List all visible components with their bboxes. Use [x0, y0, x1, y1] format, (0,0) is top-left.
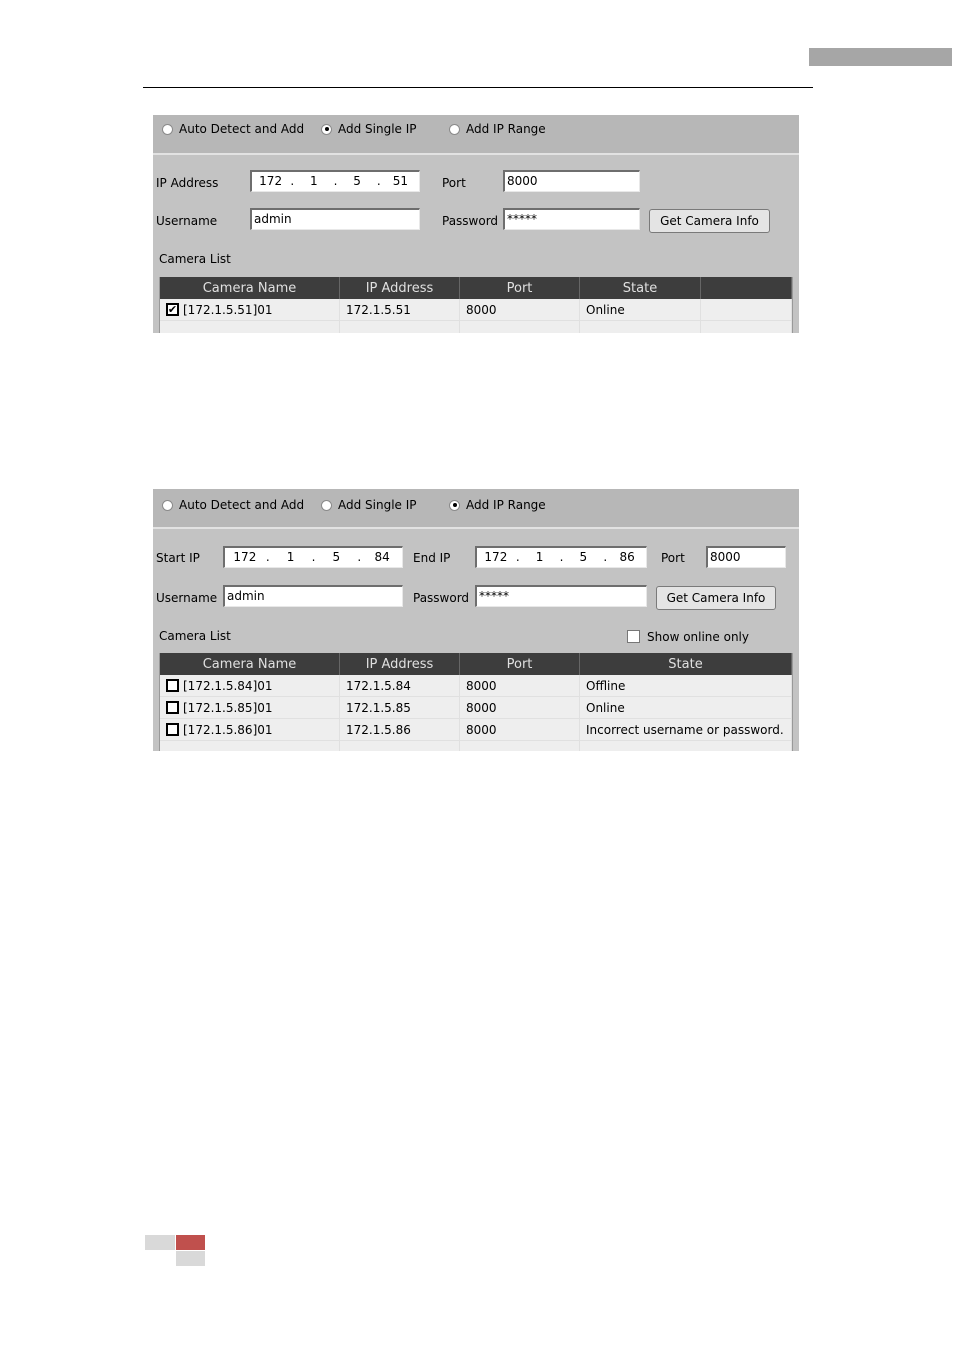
row-checkbox[interactable]: ✔ — [167, 303, 178, 316]
col-state[interactable]: State — [580, 653, 792, 675]
table-header — [160, 277, 792, 299]
radio-dot-selected-icon — [321, 124, 332, 135]
radio-dot-icon — [321, 500, 332, 511]
row-checkbox[interactable] — [166, 723, 179, 736]
show-online-only-label: Show online only — [647, 630, 749, 644]
footer-block-grey-lower — [176, 1251, 205, 1266]
radio-auto-detect[interactable]: Auto Detect and Add — [162, 498, 304, 512]
password-input[interactable]: ***** — [503, 208, 640, 230]
add-single-ip-panel — [153, 115, 799, 333]
get-camera-info-button[interactable]: Get Camera Info — [656, 586, 776, 610]
footer-block-grey — [145, 1235, 175, 1250]
col-camera-name[interactable]: Camera Name — [160, 653, 340, 675]
radio-dot-icon — [162, 124, 173, 135]
username-input[interactable]: admin — [223, 585, 403, 607]
ip-address-label: IP Address — [156, 176, 219, 190]
row-checkbox[interactable] — [166, 679, 179, 692]
username-input[interactable]: admin — [250, 208, 420, 230]
footer-block-red — [176, 1235, 205, 1250]
table-row[interactable]: ✔ [172.1.5.51]01 172.1.5.51 8000 Online — [160, 299, 792, 321]
col-state[interactable]: State — [580, 277, 701, 299]
header-rule — [143, 87, 813, 88]
show-online-only-checkbox[interactable] — [627, 630, 640, 643]
radio-dot-icon — [162, 500, 173, 511]
table-row[interactable]: [172.1.5.86]01 172.1.5.86 8000 Incorrect username or password. — [160, 719, 792, 741]
port-label: Port — [661, 551, 685, 565]
ip-address-input[interactable]: 172 . 1 . 5 . 51 — [250, 170, 420, 192]
get-camera-info-button[interactable]: Get Camera Info — [649, 209, 770, 233]
mode-bar — [153, 115, 799, 155]
start-ip-input[interactable]: 172 . 1 . 5 . 84 — [223, 546, 403, 568]
start-ip-label: Start IP — [156, 551, 200, 565]
add-ip-range-panel — [153, 489, 799, 751]
camera-list-table — [159, 277, 793, 333]
table-header — [160, 653, 792, 675]
camera-list-label: Camera List — [159, 629, 231, 643]
col-ip-address[interactable]: IP Address — [340, 653, 460, 675]
radio-auto-detect[interactable]: Auto Detect and Add — [162, 122, 304, 136]
mode-bar — [153, 489, 799, 529]
row-checkbox[interactable] — [166, 701, 179, 714]
radio-dot-selected-icon — [449, 500, 460, 511]
camera-list-table — [159, 653, 793, 751]
col-port[interactable]: Port — [460, 653, 580, 675]
username-label: Username — [156, 591, 218, 605]
page-header-tab — [809, 48, 952, 66]
port-input[interactable]: 8000 — [503, 170, 640, 192]
col-filler — [701, 277, 792, 299]
table-row-empty — [160, 321, 792, 333]
end-ip-input[interactable]: 172 . 1 . 5 . 86 — [475, 546, 647, 568]
table-row[interactable]: [172.1.5.85]01 172.1.5.85 8000 Online — [160, 697, 792, 719]
password-input[interactable]: ***** — [475, 585, 647, 607]
radio-dot-icon — [449, 124, 460, 135]
username-label: Username — [156, 214, 218, 228]
table-row[interactable]: [172.1.5.84]01 172.1.5.84 8000 Offline — [160, 675, 792, 697]
table-row-empty — [160, 741, 792, 751]
password-label: Password — [413, 591, 470, 605]
col-port[interactable]: Port — [460, 277, 580, 299]
port-label: Port — [442, 176, 466, 190]
radio-add-single-ip[interactable]: Add Single IP — [321, 498, 417, 512]
radio-add-single-ip[interactable]: Add Single IP — [321, 122, 417, 136]
col-camera-name[interactable]: Camera Name — [160, 277, 340, 299]
port-input[interactable]: 8000 — [706, 546, 786, 568]
radio-add-ip-range[interactable]: Add IP Range — [449, 122, 546, 136]
end-ip-label: End IP — [413, 551, 451, 565]
col-ip-address[interactable]: IP Address — [340, 277, 460, 299]
radio-add-ip-range[interactable]: Add IP Range — [449, 498, 546, 512]
camera-list-label: Camera List — [159, 252, 231, 266]
password-label: Password — [442, 214, 499, 228]
